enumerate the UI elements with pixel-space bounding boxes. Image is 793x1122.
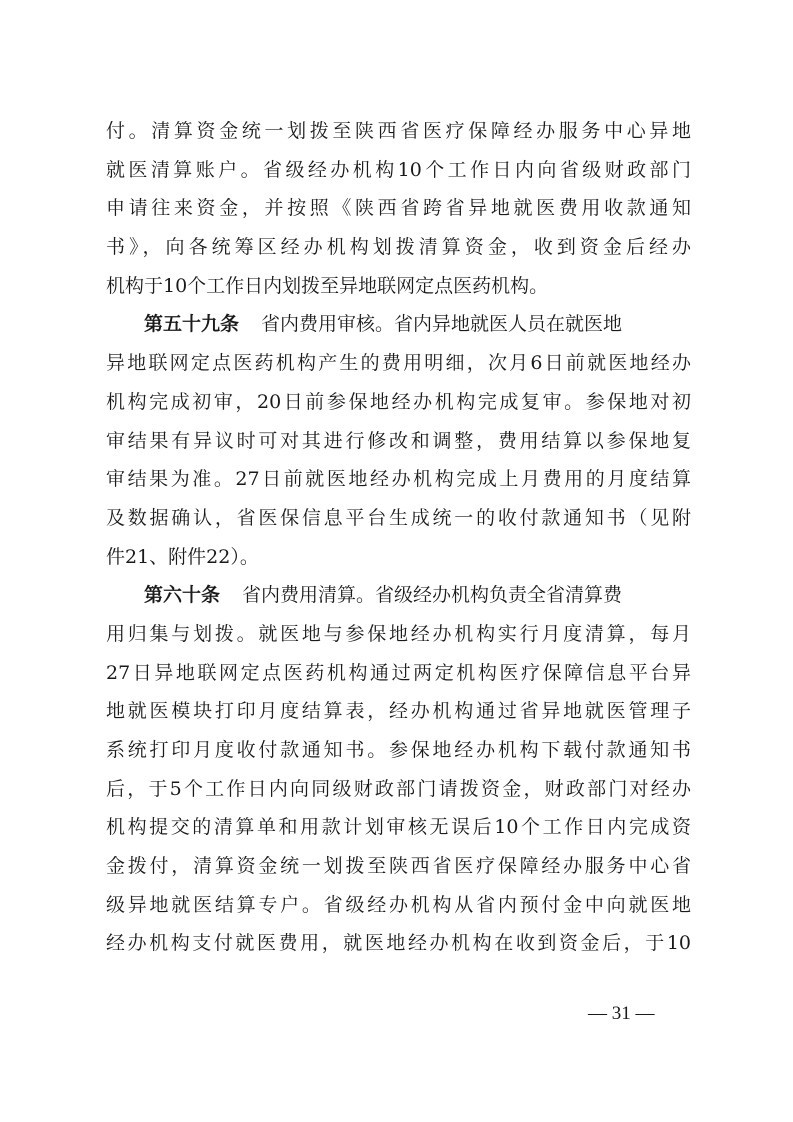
text-line: 后，于5个工作日内向同级财政部门请拨资金，财政部门对经办 (106, 777, 691, 800)
article-60-intro: 省内费用清算。省级经办机构负责全省清算费 (242, 584, 623, 607)
text-line: 书》，向各统筹区经办机构划拨清算资金，收到资金后经办 (106, 236, 691, 259)
text-line: 地就医模块打印月度结算表，经办机构通过省异地就医管理子 (106, 700, 691, 723)
article-60-first-line (106, 576, 691, 615)
text-line: 级异地就医结算专户。省级经办机构从省内预付金中向就医地 (106, 893, 691, 916)
text-line: 件21、附件22）。 (106, 545, 259, 568)
text-line: 及数据确认，省医保信息平台生成统一的收付款通知书（见附 (106, 506, 691, 529)
text-line: 系统打印月度收付款通知书。参保地经办机构下载付款通知书 (106, 739, 691, 761)
text-line: 付。清算资金统一划拨至陕西省医疗保障经办服务中心异地 (106, 120, 691, 142)
text-line: 异地联网定点医药机构产生的费用明细，次月6日前就医地经办 (106, 352, 691, 375)
text-line: 经办机构支付就医费用，就医地经办机构在收到资金后，于10 (106, 932, 691, 955)
article-59-heading: 第五十九条 (144, 313, 240, 336)
body-text (106, 112, 691, 963)
article-59-intro: 省内费用审核。省内异地就医人员在就医地 (261, 313, 623, 336)
text-line: 就医清算账户。省级经办机构10个工作日内向省级财政部门 (106, 158, 691, 181)
text-line: 27日异地联网定点医药机构通过两定机构医疗保障信息平台异 (106, 661, 691, 684)
text-line: 金拨付，清算资金统一划拨至陕西省医疗保障经办服务中心省 (106, 855, 691, 878)
text-line: 审结果有异议时可对其进行修改和调整，费用结算以参保地复 (106, 429, 691, 452)
page-number: — 31 — (588, 1003, 655, 1024)
article-60-heading: 第六十条 (144, 584, 221, 607)
text-line: 申请往来资金，并按照《陕西省跨省异地就医费用收款通知 (106, 197, 691, 220)
text-line: 机构提交的清算单和用款计划审核无误后10个工作日内完成资 (106, 816, 691, 839)
text-line: 机构完成初审，20日前参保地经办机构完成复审。参保地对初 (106, 390, 691, 413)
text-line: 审结果为准。27日前就医地经办机构完成上月费用的月度结算 (106, 468, 691, 491)
text-line: 用归集与划拨。就医地与参保地经办机构实行月度清算，每月 (106, 622, 691, 645)
text-line: 机构于10个工作日内划拨至异地联网定点医药机构。 (106, 274, 549, 297)
article-59-first-line (106, 305, 691, 344)
